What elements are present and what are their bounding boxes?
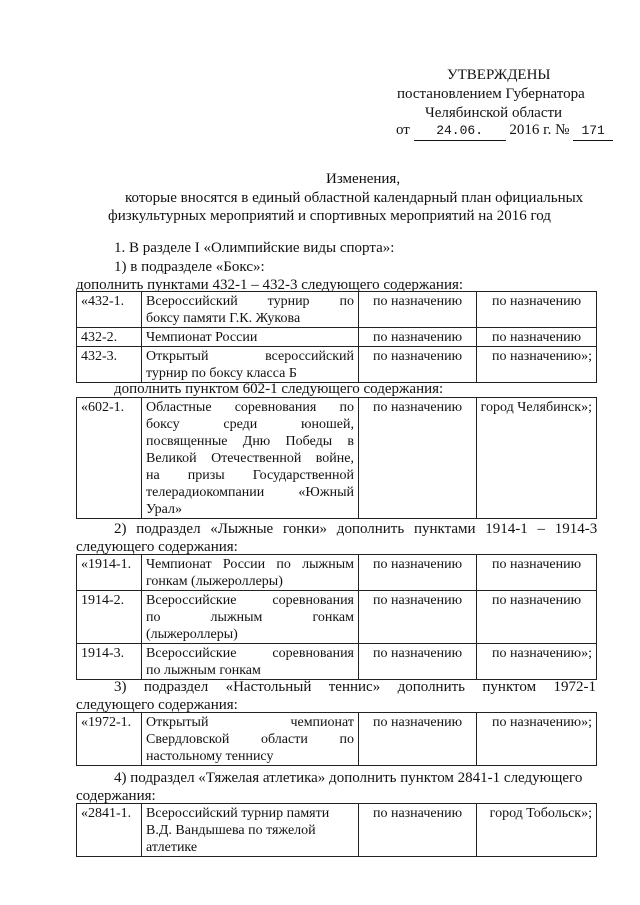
- row-number: 1914-3.: [77, 644, 142, 680]
- event-name: [142, 644, 359, 680]
- approval-number: 171: [573, 122, 613, 141]
- approval-date: 24.06.: [414, 122, 506, 141]
- event-place: по назначению: [477, 292, 597, 328]
- row-number: «1914-1.: [77, 555, 142, 591]
- event-place: по назначению: [477, 328, 597, 347]
- table-row: [77, 591, 597, 644]
- table-row: [77, 398, 597, 519]
- table-row: [77, 292, 597, 328]
- event-name-line: боксу среди юношей,: [146, 417, 354, 432]
- event-name-line: В.Д. Вандышева по тяжелой: [146, 823, 316, 838]
- table-row: [77, 555, 597, 591]
- event-name: [142, 555, 359, 591]
- document-title: Изменения,: [326, 171, 401, 187]
- event-name-line: Всероссийские соревнования: [146, 593, 354, 608]
- event-name: Чемпионат России: [142, 328, 359, 347]
- event-name-line: гонкам (лыжероллеры): [146, 574, 283, 589]
- event-name-line: на призы Государственной: [146, 468, 354, 483]
- year-text: 2016 г. №: [509, 122, 570, 138]
- event-name-line: (лыжероллеры): [146, 627, 238, 642]
- row-number: 1914-2.: [77, 591, 142, 644]
- event-name-line: Свердловской области по: [146, 732, 354, 747]
- event-name-line: Открытый чемпионат: [146, 715, 354, 730]
- event-name-line: атлетике: [146, 840, 198, 855]
- event-date: по назначению: [359, 398, 477, 519]
- event-name-line: боксу памяти Г.К. Жукова: [146, 311, 301, 326]
- event-name-line: по лыжным гонкам: [146, 663, 261, 678]
- event-place: по назначению»;: [477, 347, 597, 383]
- event-date: по назначению: [359, 555, 477, 591]
- event-name: [142, 292, 359, 328]
- event-date: по назначению: [359, 713, 477, 766]
- event-name-line: Всероссийский турнир по: [146, 294, 354, 309]
- event-name: [142, 398, 359, 519]
- from-label: от: [396, 122, 410, 138]
- event-name-line: Всероссийский турнир памяти: [146, 806, 330, 821]
- event-date: по назначению: [359, 347, 477, 383]
- event-name-line: Великой Отечественной войне,: [146, 451, 354, 466]
- section2-line2: следующего содержания:: [76, 539, 238, 555]
- section1-subsection-box: 1) в подразделе «Бокс»:: [114, 259, 265, 275]
- event-date: по назначению: [359, 591, 477, 644]
- event-name-line: по лыжным гонкам: [146, 610, 354, 625]
- table-2841: [76, 803, 597, 857]
- table-row: [77, 804, 597, 857]
- section2-line1: 2) подраздел «Лыжные гонки» дополнить пунктами 1914-1 – 1914-3: [114, 521, 598, 537]
- event-name: [142, 804, 359, 857]
- table-row: [77, 347, 597, 383]
- event-name: [142, 713, 359, 766]
- row-number: «602-1.: [77, 398, 142, 519]
- event-date: по назначению: [359, 328, 477, 347]
- event-date: по назначению: [359, 644, 477, 680]
- approved-region-line: Челябинской области: [425, 105, 563, 121]
- table-432: [76, 291, 597, 383]
- event-place: по назначению»;: [477, 713, 597, 766]
- approved-heading: УТВЕРЖДЕНЫ: [447, 67, 551, 83]
- event-name-line: посвященные Дню Победы в: [146, 434, 354, 449]
- table-row: [77, 644, 597, 680]
- document-subtitle-line2: физкультурных мероприятий и спортивных мероприятий на 2016 год: [108, 208, 551, 224]
- section4-line2: содержания:: [76, 788, 156, 804]
- section3-line1: 3) подраздел «Настольный теннис» дополнить пунктом 1972-1: [114, 679, 596, 695]
- document-subtitle-line1: которые вносятся в единый областной календарный план официальных: [125, 190, 584, 206]
- section1-add-602: дополнить пунктом 602-1 следующего содержания:: [114, 381, 444, 397]
- event-place: по назначению: [477, 555, 597, 591]
- row-number: 432-3.: [77, 347, 142, 383]
- approved-by-line: постановлением Губернатора: [397, 86, 585, 102]
- event-name-line: Урал»: [146, 502, 183, 517]
- row-number: «2841-1.: [77, 804, 142, 857]
- section1-intro: 1. В разделе I «Олимпийские виды спорта»:: [114, 240, 395, 256]
- event-name-line: настольному теннису: [146, 749, 274, 764]
- event-place: город Челябинск»;: [477, 398, 597, 519]
- table-row: [77, 713, 597, 766]
- table-602: [76, 397, 597, 519]
- event-place: город Тобольск»;: [477, 804, 597, 857]
- row-number: «1972-1.: [77, 713, 142, 766]
- section1-add-432: дополнить пунктами 432-1 – 432-3 следующего содержания:: [76, 277, 464, 293]
- event-place: по назначению»;: [477, 644, 597, 680]
- approval-date-line: [396, 121, 613, 141]
- event-name: [142, 591, 359, 644]
- table-1972: [76, 712, 597, 766]
- section4-line1: 4) подраздел «Тяжелая атлетика» дополнить пунктом 2841-1 следующего: [114, 770, 583, 786]
- event-name-line: Открытый всероссийский: [146, 349, 354, 364]
- event-date: по назначению: [359, 292, 477, 328]
- row-number: 432-2.: [77, 328, 142, 347]
- table-1914: [76, 554, 597, 680]
- event-name-line: Чемпионат России по лыжным: [146, 557, 354, 572]
- event-name-line: Всероссийские соревнования: [146, 646, 354, 661]
- event-name-line: телерадиокомпании «Южный: [146, 485, 354, 500]
- event-date: по назначению: [359, 804, 477, 857]
- table-row: [77, 328, 597, 347]
- row-number: «432-1.: [77, 292, 142, 328]
- section3-line2: следующего содержания:: [76, 697, 238, 713]
- event-place: по назначению: [477, 591, 597, 644]
- event-name-line: турнир по боксу класса Б: [146, 366, 297, 381]
- event-name: [142, 347, 359, 383]
- event-name-line: Областные соревнования по: [146, 400, 354, 415]
